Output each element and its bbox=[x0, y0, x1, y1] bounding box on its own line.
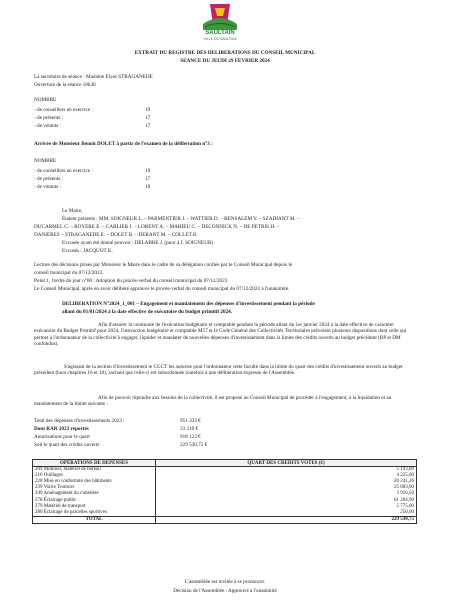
summary-value: 951 333 € bbox=[180, 418, 201, 424]
operation-name: 216 Ouillages bbox=[33, 473, 156, 479]
secretary-line: La secrétaire de séance : Madame Elyes STRAGANEDE bbox=[34, 74, 153, 80]
total-amount: 229 530,75 bbox=[156, 516, 417, 523]
operation-amount: 5 193,00 bbox=[156, 467, 417, 474]
table-row bbox=[33, 510, 417, 517]
proxy-line: Excusée ayant été donné pouvoir : DELABRE J. (pour à J. SOIGNEUR) bbox=[62, 240, 214, 246]
reading-line: Point 1, l'ordre du jour n°00 : Adoption du procès-verbal du conseil municipal du 07/12/2023 bbox=[34, 278, 228, 284]
attendance-line: DUCARMEL C. – ROYERE E. – CARLIER J. – LORENT A. – MAHIEU C. – DECONNICK N. – DE PETRIS H. – bbox=[34, 224, 280, 230]
deliberation-paragraph: S'agissant de la section d'investissement le CGCT les autorise pour l'ordonnateur cette faculté dans la limite du quart des crédits d'investissement ouverts au budget précédent (hors chapitres 16 et 18), sachant que celle-ci est subordonnée toutefois à une délibération expresse de l'Assemblée. bbox=[34, 364, 403, 377]
summary-value: 229 530,75 € bbox=[180, 442, 208, 448]
footer-invitation: L'assemblée est invitée à se prononcer. bbox=[184, 579, 266, 585]
count-label: - de votants : bbox=[34, 123, 61, 129]
operations-table bbox=[32, 459, 417, 524]
deliberation-paragraph: Afin d'assurer la continuité de l'exécution budgétaire et comptable pendant la période allant du 1er janvier 2024 à la date effective de caractère exécutoire du Budget Primitif pour 2024, l'instruction budgétaire et comptable M57 et le Code Général des Collectivités Territoriales prévoient plusieurs dispositions dont celle qui permet à l'ordonnateur de la collectivité à engager, liquider et mandater de nouvelles dépenses d'investissement dans la limite des crédits ouverts au budget précédent (RP et DM confondus). bbox=[34, 322, 407, 347]
deliberation-title: DELIBERATION N°2024_1_001 – Engagement et mandatement des dépenses d'investissement pendant la période bbox=[62, 301, 315, 307]
operation-amount: 20 241,26 bbox=[156, 479, 417, 485]
operation-name: 280 Éclairage de parcelles sportives bbox=[33, 510, 156, 517]
summary-label: Dont RAR 2023 reportés bbox=[34, 426, 89, 432]
table-row bbox=[33, 467, 417, 474]
operation-name: 249 Aménagement du cimetière bbox=[33, 491, 156, 497]
operation-name: 228 Mise en conformité des bâtiments bbox=[33, 479, 156, 485]
table-header-row bbox=[33, 460, 417, 467]
count-value: 17 bbox=[145, 176, 151, 182]
summary-label: Soit le quart des crédits ouverts bbox=[34, 442, 100, 448]
town-logo bbox=[195, 2, 245, 42]
operation-name: 209 Mobilier, matériel de bureau bbox=[33, 467, 156, 474]
document-subtitle: SEANCE DU JEUDI 29 FEVRIER 2024 bbox=[180, 58, 270, 64]
operation-name: 239 Voirie Trottoirs bbox=[33, 485, 156, 491]
operation-amount: 61 204,99 bbox=[156, 497, 417, 503]
count-value: 19 bbox=[145, 107, 151, 113]
summary-value: 918 123 € bbox=[180, 434, 201, 440]
count-label: - de conseillers en exercice : bbox=[34, 168, 93, 174]
table-total-row bbox=[33, 516, 417, 523]
count-heading: NOMBRE bbox=[34, 158, 57, 164]
operation-amount: 250,00 bbox=[156, 510, 417, 517]
count-value: 19 bbox=[145, 168, 151, 174]
operation-amount: 25 003,00 bbox=[156, 485, 417, 491]
logo-text: SAULTAIN bbox=[205, 30, 235, 36]
count-heading: NOMBRE bbox=[34, 97, 57, 103]
summary-label: Total des dépenses d'investissements 2023 : bbox=[34, 418, 125, 424]
operation-amount: 5 775,00 bbox=[156, 504, 417, 510]
operation-amount: 3 916,50 bbox=[156, 491, 417, 497]
attendance-line: DANIERES – STRAGANEDE E. – DOLET B. – DERANT M. – COLLET B. bbox=[34, 232, 198, 238]
reading-line: Lecture des décisions prises par Monsieur le Maire dans le cadre de sa délégation confiée par le Conseil Municipal depuis le bbox=[34, 262, 293, 268]
operation-amount: 4 225,00 bbox=[156, 473, 417, 479]
attendance-line: Étaient présents : MM. SOIGNEUR L. – PARMENTIER J. – WATTIER D. – BENSALEM Y. – SZADIANT M. – bbox=[62, 216, 300, 222]
count-label: - de présents : bbox=[34, 115, 63, 121]
document-title: EXTRAIT DU REGISTRE DES DELIBERATIONS DU CONSEIL MUNICIPAL bbox=[134, 50, 316, 56]
count-label: - de conseillers en exercice : bbox=[34, 107, 93, 113]
operation-name: 278 Éclairage public bbox=[33, 497, 156, 503]
count-label: - de présents : bbox=[34, 176, 63, 182]
summary-value: 33 210 € bbox=[180, 426, 199, 432]
footer-decision: Décision de l'Assemblée : Approuvé à l'unanimité bbox=[173, 588, 277, 594]
logo-icon bbox=[195, 2, 245, 32]
count-value: 17 bbox=[145, 115, 151, 121]
count-value: 17 bbox=[145, 123, 151, 129]
mayor-line: Le Maire, bbox=[62, 208, 83, 214]
summary-label: Autorisations pour le quart bbox=[34, 434, 90, 440]
opening-line: Ouverture de la séance 18h30 bbox=[34, 82, 96, 88]
table-column-header: QUART DES CREDITS VOTES (€) bbox=[156, 460, 417, 467]
count-label: - de votants : bbox=[34, 184, 61, 190]
operation-name: 279 Matériel de transport bbox=[33, 504, 156, 510]
count-value: 18 bbox=[145, 184, 151, 190]
deliberation-title: allant du 01/01/2024 à la date effective de exécutoire du budget primitif 2024. bbox=[62, 309, 233, 315]
total-label: TOTAL bbox=[33, 516, 156, 523]
reading-line: conseil municipal du 07/12/2023. bbox=[34, 270, 104, 276]
table-column-header: OPERATIONS DE DÉPENSES bbox=[33, 460, 156, 467]
deliberation-paragraph: Afin de pouvoir répondre aux besoins de la collectivité, il est proposé au Conseil Municipal de procéder à l'engagement, à la liquidation et au mandatement de la limite suivante : bbox=[34, 395, 392, 408]
reading-line: Le Conseil Municipal, après en avoir délibéré approuve le procès-verbal du conseil municipal du 07/12/2023 à l'unanimité. bbox=[34, 286, 290, 292]
arrival-notice: Arrivée de Monsieur Benoît DOLET à partir de l'examen de la délibération n°3 : bbox=[34, 141, 213, 147]
excused-line: Excusés : JACQUOT K. bbox=[62, 248, 113, 254]
logo-subtext: VILLE DE SAULTAIN bbox=[203, 37, 237, 41]
